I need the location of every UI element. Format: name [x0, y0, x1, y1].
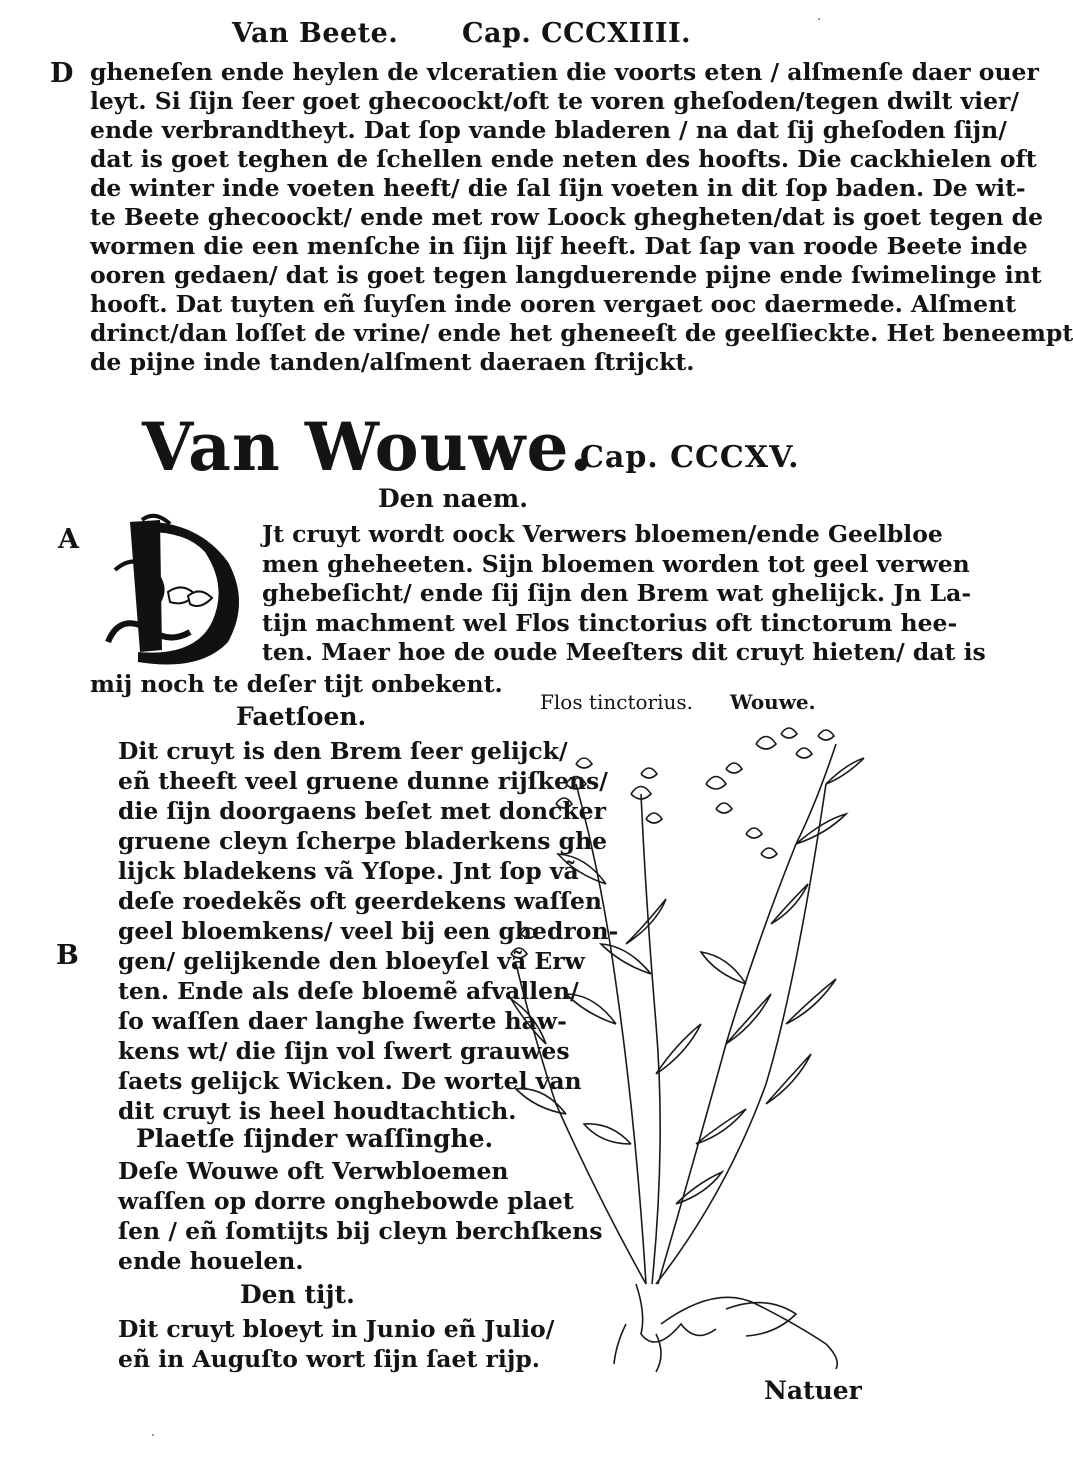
- continuation-text: [90, 58, 1073, 377]
- section-heading-plaetse: Plaetſe ſijnder waſſinghe.: [136, 1124, 494, 1153]
- text-line: gheneſen ende heylen de vlceratien die voorts eten / alſmenſe daer ouer: [90, 58, 1039, 86]
- section-heading-tijt: Den tijt.: [240, 1280, 355, 1309]
- text-line: ſen / eñ ſomtijts bij cleyn berchſkens: [118, 1217, 603, 1245]
- text-line: Dit cruyt is den Brem ſeer gelijck/: [118, 737, 568, 765]
- text-line: ſo waſſen daer langhe ſwerte haw-: [118, 1007, 567, 1035]
- text-line: Jt cruyt wordt oock Verwers bloemen/ende Geelbloe: [262, 520, 943, 548]
- chapter-number: Cap. CCCXV.: [580, 440, 800, 475]
- figure-caption-latin: Flos tinctorius.: [540, 690, 693, 714]
- text-line: deſe roedekẽs oft geerdekens waſſen: [118, 887, 603, 915]
- text-line: dit cruyt is heel houdtachtich.: [118, 1097, 517, 1125]
- text-line: hooft. Dat tuyten eñ ſuyſen inde ooren vergaet ooc daermede. Alſment: [90, 290, 1017, 318]
- text-line: dat is goet teghen de ſchellen ende neten des hoofts. Die cackhielen oft: [90, 145, 1037, 173]
- text-line: men gheheeten. Sijn bloemen worden tot geel verwen: [262, 549, 970, 578]
- text-line: Dit cruyt bloeyt in Junio eñ Julio/: [118, 1315, 555, 1343]
- decorated-drop-cap: [100, 512, 250, 672]
- text-line: wormen die een menſche in ſijn lijf heeft. Dat ſap van roode Beete inde: [90, 232, 1028, 260]
- text-line: te Beete ghecoockt/ ende met row Loock ghegheten/dat is goet tegen de: [90, 203, 1044, 231]
- chapter-title: Van Wouwe.: [142, 408, 594, 486]
- catchword: Natuer: [764, 1376, 862, 1405]
- text-line: ten. Maer hoe de oude Meeſters dit cruyt hieten/ dat is: [262, 638, 986, 666]
- running-title: Van Beete.: [232, 18, 399, 49]
- text-line: kens wt/ die ſijn vol ſwert grauwes: [118, 1037, 570, 1065]
- margin-letter-a: A: [58, 524, 79, 555]
- margin-letter-d: D: [50, 58, 74, 89]
- text-line: lijck bladekens vã Yſope. Jnt ſop vã: [118, 857, 579, 885]
- text-line: Deſe Wouwe oft Verwbloemen: [118, 1157, 509, 1185]
- text-line: mij noch te deſer tijt onbekent.: [90, 670, 503, 698]
- text-line: de winter inde voeten heeft/ die ſal ſijn voeten in dit ſop baden. De wit-: [90, 174, 1026, 202]
- text-line: ende verbrandtheyt. Dat ſop vande bladeren / na dat ſij gheſoden ſijn/: [90, 116, 1007, 144]
- print-speck: [818, 18, 820, 20]
- text-line: ten. Ende als deſe bloemẽ afvallen/: [118, 977, 579, 1005]
- text-line: eñ theeft veel gruene dunne rijſkens/: [118, 767, 608, 795]
- text-line: leyt. Si ſijn ſeer goet ghecoockt/oft te voren gheſoden/tegen dwilt vier/: [90, 87, 1020, 115]
- figure-caption-dutch: Wouwe.: [730, 690, 816, 714]
- text-line: ooren gedaen/ dat is goet tegen langduerende pijne ende ſwimelinge int: [90, 261, 1042, 289]
- print-speck: [152, 1434, 154, 1436]
- text-line: ſaets gelijck Wicken. De wortel van: [118, 1067, 582, 1095]
- text-line: tijn machment wel Flos tinctorius oft tinctorum hee-: [262, 608, 958, 637]
- section-heading-naem: Den naem.: [378, 484, 528, 513]
- tijt-text: [118, 1314, 554, 1374]
- margin-letter-b: B: [56, 940, 79, 971]
- text-line: geel bloemkens/ veel bij een ghedron-: [118, 917, 619, 945]
- text-line: eñ in Auguſto wort ſijn ſaet rijp.: [118, 1345, 540, 1373]
- section-heading-faetsoen: Faetſoen.: [236, 702, 367, 731]
- text-line: de pijne inde tanden/alſment daeraen ſtrijckt.: [90, 348, 695, 376]
- naem-text-indented: [262, 520, 986, 668]
- text-line: gruene cleyn ſcherpe bladerkens ghe: [118, 827, 608, 855]
- text-line: gen/ gelijkende den bloeyſel vã Erw: [118, 947, 585, 975]
- text-line: waſſen op dorre onghebowde plaet: [118, 1187, 574, 1215]
- text-line: drinct/dan loſſet de vrine/ ende het gheneeſt de geelſieckte. Het beneempt: [90, 319, 1073, 347]
- text-line: ghebeſicht/ ende ſij ſijn den Brem wat ghelijck. Jn La-: [262, 579, 972, 607]
- chapter-number-header: Cap. CCCXIIII.: [462, 18, 691, 49]
- text-line: ende houelen.: [118, 1247, 304, 1275]
- woodcut-plant-illustration: [496, 724, 876, 1374]
- text-line: die ſijn doorgaens beſet met doncker: [118, 797, 607, 825]
